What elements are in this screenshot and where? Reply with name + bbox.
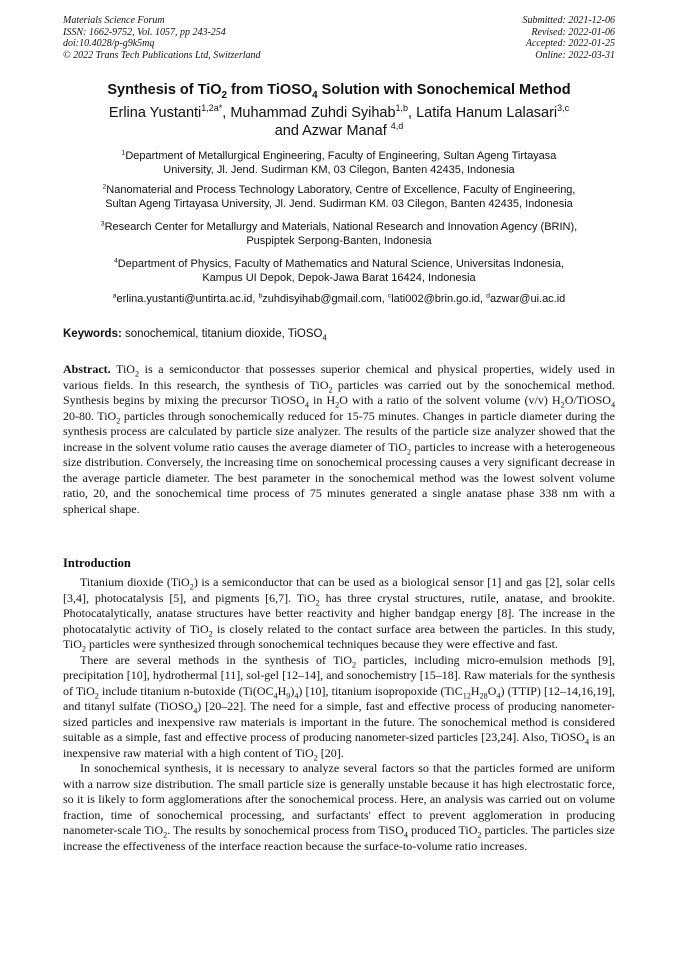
journal-header	[63, 15, 261, 61]
author-list: Erlina Yustanti$^{1,2a*}$, Muhammad Zuhdi Syihab$^{1,b}$, Latifa Hanum Lalasari$^{3,c}$ and Azwar Manaf $^{4,d}$	[108, 103, 570, 139]
author: and Azwar Manaf	[274, 123, 391, 139]
affiliation: $^4$Department of Physics, Faculty of Mathematics and Natural Science, Universitas Indonesia, Kampus UI Depok, Depok-Jawa Barat 16424, Indonesia	[113, 257, 565, 284]
section-heading: Introduction	[63, 556, 131, 570]
author: Erlina Yustanti	[108, 105, 202, 121]
paper-title: Synthesis of TiO$_2$ from TiOSO$_4$ Solution with Sonochemical Method	[107, 82, 571, 101]
author: Muhammad Zuhdi Syihab	[230, 105, 396, 121]
paragraph: In sonochemical synthesis, it is necessary to analyze several factors so that the particles formed are uniform with a narrow size distribution. The small particle size is generally unstable because it has high electrostatic force, so it is likely to form agglomerations after the sonochemical process. Here, an analysis was carried out on volume fraction, time of sonochemical processing, and surfactants' effect to prevent agglomeration in producing nanometer-scale TiO$_2$. The results by sonochemical process from TiSO$_4$ produced TiO$_2$ particles. The particles size increase the effectiveness of the interface reaction because the surface-to-volume ratio increases.	[63, 761, 615, 853]
issn: ISSN: 1662-9752, Vol. 1057, pp 243-254	[63, 26, 226, 38]
accepted-date: Accepted: 2022-01-25	[525, 38, 615, 49]
abstract-label: Abstract.	[63, 362, 111, 376]
affiliation: $^1$Department of Metallurgical Engineering, Faculty of Engineering, Sultan Ageng Tirtayasa University, Jl. Jend. Sudirman KM, 03 Cilegon, Banten 42435, Indonesia	[121, 149, 557, 176]
keywords: Keywords: sonochemical, titanium dioxide, TiOSO$_4$	[63, 328, 327, 343]
email-list: $^a$erlina.yustanti@untirta.ac.id, $^b$zuhdisyihab@gmail.com, $^c$lati002@brin.go.id, $^d$azwar@ui.ac.id	[112, 292, 566, 305]
dates-header	[523, 15, 616, 61]
journal-name: Materials Science Forum	[63, 15, 165, 26]
author: Latifa Hanum Lalasari	[416, 105, 558, 121]
submitted-date: Submitted: 2021-12-06	[522, 15, 615, 26]
paragraph: There are several methods in the synthesis of TiO$_2$ particles, including micro-emulsion methods [9], precipitation [10], hydrothermal [11], sol-gel [12–14], and sonochemistry [15–18]. Raw materials for the synthesis of TiO$_2$ include titanium n-butoxide $(Ti(OC_4H_9)_4)$ [10], titanium isopropoxide $(TiC_{12}H_{28}O_4)$ (TTIP) [12–14,16,19], and titanyl sulfate (TiOSO$_4$) [20–22]. The need for a simple, fast and effective process of producing nanometer-sized particles and inexpensive raw materials is important in the future. The sonochemical method is considered suitable as a simple, fast and effective process of producing nanometer-sized particles [23,24]. Also, TiOSO$_4$ is an inexpensive raw material with a high content of TiO$_2$ [20].	[63, 652, 616, 762]
copyright: © 2022 Trans Tech Publications Ltd, Switzerland	[63, 49, 261, 61]
doi: doi:10.4028/p-g9k5mq	[63, 38, 155, 49]
affiliation: $^3$Research Center for Metallurgy and Materials, National Research and Innovation Agency (BRIN), Puspiptek Serpong-Banten, Indonesia	[100, 220, 578, 247]
paragraph: Titanium dioxide (TiO$_2$) is a semiconductor that can be used as a biological sensor [1] and gas [2], solar cells [3,4], photocatalysis [5], and pigments [6,7]. TiO$_2$ has three crystal structures, rutile, anatase, and brookite. Photocatalytically, anatase structures have better reactivity and higher bandgap energy [8]. The increase in the photocatalytic activity of TiO$_2$ is closely related to the contact surface area between the particles. In this study, TiO$_2$ particles were synthesized through sonochemical techniques because they were effective and fast.	[63, 575, 616, 654]
revised-date: Revised: 2022-01-06	[531, 26, 615, 38]
affiliation: $^2$Nanomaterial and Process Technology Laboratory, Centre of Excellence, Faculty of Engineering, Sultan Ageng Tirtayasa University, Jl. Jend. Sudirman KM. 03 Cilegon, Banten 42435, Indonesia	[102, 183, 576, 210]
online-date: Online: 2022-03-31	[535, 49, 615, 61]
abstract: Abstract. TiO$_2$ is a semiconductor that possesses superior chemical and physical properties, widely used in various fields. In this research, the synthesis of TiO$_2$ particles was carried out by the sonochemical method. Synthesis begins by mixing the precursor TiOSO$_4$ in $H_2O$ with a ratio of the solvent volume (v/v) $H_2O/TiOSO_4$ 20-80. TiO$_2$ particles through sonochemically reduced for 15-75 minutes. Changes in particle diameter during the synthesis process are calculated by particle size analyzer. The results of the particle size analyzer showed that the increase in the solvent volume ratio causes the average diameter of TiO$_2$ particles to increase with a heterogeneous size distribution. Conversely, the increasing time on sonochemical processing causes a very significant decrease in the average particle diameter. The best parameter in the sonochemical method was the lowest solvent volume ratio, 20, and the sonochemical time process of 75 minutes generated a single anatase phase 338 nm with a spherical shape.	[63, 362, 616, 516]
intro-body	[63, 575, 615, 854]
